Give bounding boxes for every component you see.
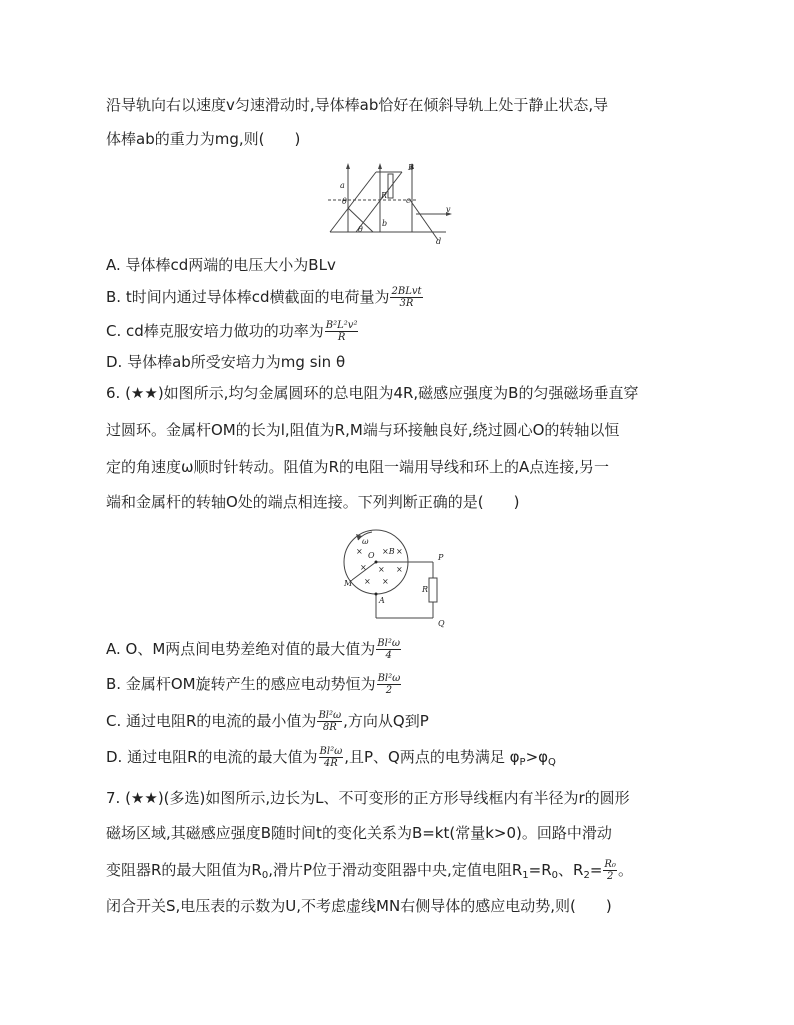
q6-option-b-fraction: [377, 673, 402, 696]
q7-line3-text-5: =: [589, 861, 603, 879]
q7-line3-text-4: 、R: [558, 861, 584, 879]
q7-line3-text-1: 变阻器R的最大阻值为R: [106, 861, 262, 879]
q6-option-c-text: C. 通过电阻R的电流的最小值为: [106, 712, 317, 730]
q7-line3-sub-3: 2: [583, 870, 590, 881]
q7-line3-denominator: 2: [606, 871, 614, 882]
fig2-cross-1: ×: [356, 547, 363, 556]
q5-option-b: [106, 286, 424, 309]
q6-option-a: [106, 638, 402, 661]
q7-line3-sub-2: 0: [551, 870, 558, 881]
q5-option-c-denominator: R: [337, 332, 346, 343]
fig1-label-c: c: [406, 196, 411, 205]
q6-option-d-fraction: [319, 746, 344, 769]
q6-option-b-text: B. 金属杆OM旋转产生的感应电动势恒为: [106, 675, 376, 693]
figure-ring-circuit: [338, 522, 458, 630]
q6-stem-line-1: 6. (★★)如图所示,均匀金属圆环的总电阻为4R,磁感应强度为B的匀强磁场垂直穿: [106, 384, 639, 402]
q5-option-c-numerator: B²L²v²: [325, 320, 358, 331]
q5-option-b-text: B. t时间内通过导体棒cd横截面的电荷量为: [106, 288, 390, 306]
q6-option-b-denominator: 2: [385, 685, 393, 696]
q7-line3-sub-1: 1: [522, 870, 529, 881]
q5-option-d: D. 导体棒ab所受安培力为mg sin θ: [106, 353, 346, 371]
fig2-label-R: R: [422, 585, 429, 594]
q7-stem-line-4: 闭合开关S,电压表的示数为U,不考虑虚线MN右侧导体的感应电动势,则( ): [106, 897, 612, 915]
q5-option-b-denominator: 3R: [399, 298, 414, 309]
q6-option-d-tail: ,且P、Q两点的电势满足 φ: [344, 748, 520, 766]
figure-inclined-rails: [318, 160, 458, 250]
q6-option-b: [106, 673, 402, 696]
fig2-label-P: P: [438, 553, 444, 562]
q7-line3-text-2: ,滑片P位于滑动变阻器中央,定值电阻R: [268, 861, 523, 879]
q6-option-c-denominator: 8R: [322, 722, 337, 733]
fig2-cross-5: ×: [396, 565, 403, 574]
q6-option-d-sub-q: Q: [548, 757, 556, 768]
fig1-label-B: B: [408, 163, 414, 172]
intro-line-1: 沿导轨向右以速度v匀速滑动时,导体棒ab恰好在倾斜导轨上处于静止状态,导: [106, 96, 609, 114]
q6-option-c-numerator: Bl²ω: [318, 710, 342, 721]
q6-option-c-fraction: [317, 710, 342, 733]
q6-option-a-denominator: 4: [385, 650, 392, 661]
q6-option-c: [106, 710, 429, 733]
q6-option-d-text: D. 通过电阻R的电流的最大值为: [106, 748, 318, 766]
fig2-label-Q: Q: [438, 619, 445, 628]
q7-stem-line-3: [106, 859, 633, 886]
q7-line3-numerator: R₀: [604, 859, 616, 870]
fig2-label-B: ×B: [382, 547, 395, 556]
fig1-label-v: v: [446, 205, 451, 214]
q5-option-b-fraction: [390, 286, 422, 309]
q6-stem-line-4: 端和金属杆的转轴O处的端点相连接。下列判断正确的是( ): [106, 493, 520, 511]
q5-option-b-numerator: 2BLvt: [391, 286, 422, 297]
fig2-cross-3: ×: [360, 563, 367, 572]
q7-line3-text-3: =R: [528, 861, 552, 879]
q6-option-d: [106, 746, 556, 773]
q6-option-a-fraction: [376, 638, 401, 661]
fig2-label-A: A: [379, 596, 385, 605]
q6-option-d-compare: >φ: [525, 748, 549, 766]
q5-option-c: [106, 320, 359, 343]
fig2-label-O: O: [368, 551, 375, 560]
q7-line3-fraction: [603, 859, 617, 882]
q5-option-a: A. 导体棒cd两端的电压大小为BLv: [106, 256, 336, 274]
fig1-label-R: R: [381, 191, 388, 200]
q7-stem-line-2: 磁场区域,其磁感应强度B随时间t的变化关系为B=kt(常量k>0)。回路中滑动: [106, 824, 612, 842]
fig2-label-M: M: [344, 579, 353, 588]
q6-option-a-text: A. O、M两点间电势差绝对值的最大值为: [106, 640, 376, 658]
fig2-cross-7: ×: [382, 577, 389, 586]
fig2-cross-6: ×: [364, 577, 371, 586]
q6-option-b-numerator: Bl²ω: [377, 673, 401, 684]
fig2-cross-4: ×: [378, 565, 385, 574]
q5-option-c-fraction: [325, 320, 359, 343]
q7-line3-end: 。: [617, 861, 633, 879]
fig1-label-a: a: [340, 181, 345, 190]
fig1-label-theta-2: θ: [358, 225, 363, 234]
q6-option-c-tail: ,方向从Q到P: [343, 712, 429, 730]
q6-option-d-denominator: 4R: [323, 758, 338, 769]
fig2-label-omega: ω: [362, 537, 369, 546]
intro-line-2: 体棒ab的重力为mg,则( ): [106, 130, 301, 148]
q7-line3-sub-0: 0: [261, 870, 269, 881]
q7-stem-line-1: 7. (★★)(多选)如图所示,边长为L、不可变形的正方形导线框内有半径为r的圆形: [106, 789, 630, 807]
q6-stem-line-2: 过圆环。金属杆OM的长为l,阻值为R,M端与环接触良好,绕过圆心O的转轴以恒: [106, 421, 620, 439]
fig1-label-d: d: [436, 237, 442, 246]
q5-option-c-text: C. cd棒克服安培力做功的功率为: [106, 322, 324, 340]
fig1-label-b: b: [382, 219, 388, 228]
fig1-label-theta-1: θ: [342, 197, 347, 206]
fig2-cross-2: ×: [396, 547, 403, 556]
q6-option-d-sub-p: P: [519, 757, 526, 768]
q6-option-d-numerator: Bl²ω: [319, 746, 343, 757]
q6-stem-line-3: 定的角速度ω顺时针转动。阻值为R的电阻一端用导线和环上的A点连接,另一: [106, 458, 610, 476]
q6-option-a-numerator: Bl²ω: [377, 638, 401, 649]
